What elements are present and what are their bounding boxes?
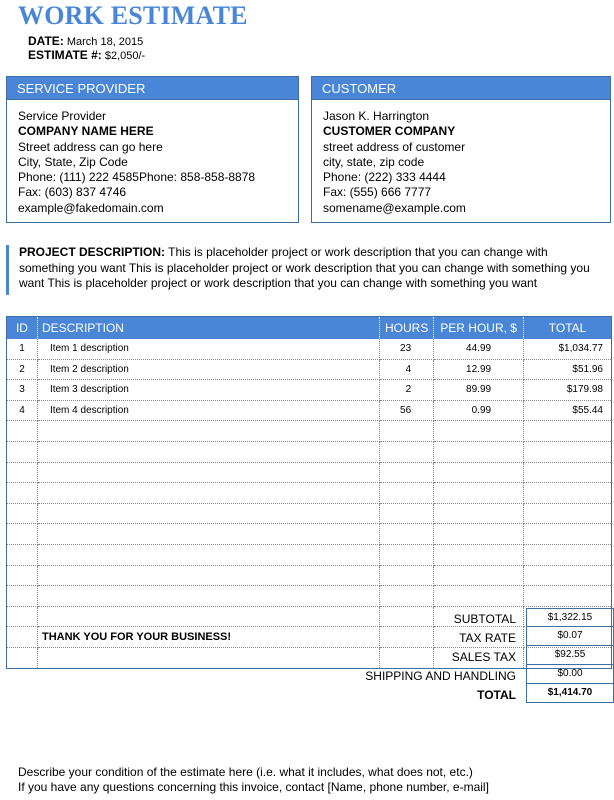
customer-address: street address of customer: [323, 139, 466, 154]
thank-you-message: THANK YOU FOR YOUR BUSINESS!: [42, 631, 232, 643]
total-value: $1,414.70: [526, 684, 614, 703]
table-row: [7, 359, 612, 380]
estimate-number-value: $2,050/-: [104, 50, 146, 62]
cell-hours: 23: [380, 339, 434, 360]
estimate-number-label: ESTIMATE #:: [28, 48, 102, 62]
table-row-empty: [7, 544, 612, 565]
customer-city: city, state, zip code: [323, 154, 425, 169]
customer-name: Jason K. Harrington: [323, 109, 430, 123]
table-header-row: [7, 317, 612, 339]
table-row-empty: [7, 441, 612, 462]
cell-rate: 44.99: [434, 339, 524, 360]
cell-id: 3: [7, 380, 38, 401]
table-row-empty: [7, 483, 612, 504]
subtotal-row: [330, 608, 614, 627]
project-description: [6, 245, 606, 295]
shipping-label: SHIPPING AND HANDLING: [365, 669, 516, 683]
project-description-text: This is placeholder project or work description that you can change with something you want This is placeholder project or work description that you can change with something you want This is placeholder project or work description that you can change with something you want: [19, 245, 590, 290]
cell-description: Item 3 description: [37, 380, 379, 401]
shipping-row: [330, 665, 614, 684]
provider-address: Street address can go here: [18, 139, 163, 154]
cell-description: Item 4 description: [37, 400, 379, 421]
estimate-number-row: [28, 48, 145, 62]
provider-phone: Phone: (111) 222 4585Phone: 858-858-8878: [18, 170, 256, 185]
tax-rate-row: [330, 627, 614, 646]
provider-name: Service Provider: [18, 109, 107, 123]
total-row: [330, 684, 614, 703]
tax-rate-value: $0.07: [526, 627, 614, 646]
cell-total: $1,034.77: [524, 339, 612, 360]
table-row: [7, 380, 612, 401]
table-row-empty: [7, 565, 612, 586]
provider-city: City, State, Zip Code: [18, 154, 128, 169]
table-row-empty: [7, 462, 612, 483]
provider-email: example@fakedomain.com: [18, 200, 164, 215]
sales-tax-value: $92.55: [526, 646, 614, 665]
cell-hours: 4: [380, 359, 434, 380]
cell-hours: 56: [380, 400, 434, 421]
table-row-empty: [7, 421, 612, 442]
cell-total: $55.44: [524, 400, 612, 421]
cell-hours: 2: [380, 380, 434, 401]
date-label: DATE:: [28, 34, 64, 48]
cell-id: 2: [7, 359, 38, 380]
table-row-empty: [7, 524, 612, 545]
date-row: [28, 34, 143, 48]
service-provider-box: [6, 76, 299, 223]
col-header-id: ID: [7, 317, 38, 339]
subtotal-value: $1,322.15: [526, 608, 614, 627]
col-header-hours: HOURS: [380, 317, 434, 339]
cell-rate: 0.99: [434, 400, 524, 421]
estimate-footer: [18, 765, 489, 795]
customer-header: CUSTOMER: [312, 77, 610, 100]
subtotal-label: SUBTOTAL: [453, 612, 516, 626]
cell-rate: 89.99: [434, 380, 524, 401]
footer-contact: If you have any questions concerning this invoice, contact [Name, phone number, e-mail]: [18, 780, 489, 794]
customer-email: somename@example.com: [323, 200, 466, 215]
cell-description: Item 2 description: [37, 359, 379, 380]
customer-fax: Fax: (555) 666 7777: [323, 185, 432, 200]
table-row-empty: [7, 586, 612, 607]
cell-id: 4: [7, 400, 38, 421]
project-description-label: PROJECT DESCRIPTION:: [19, 245, 166, 259]
col-header-description: DESCRIPTION: [37, 317, 379, 339]
total-label: TOTAL: [477, 688, 516, 702]
provider-company: COMPANY NAME HERE: [18, 124, 154, 139]
shipping-value: $0.00: [526, 665, 614, 684]
customer-box: [311, 76, 611, 223]
tax-rate-label: TAX RATE: [459, 631, 516, 645]
provider-fax: Fax: (603) 837 4746: [18, 185, 127, 200]
cell-total: $179.98: [524, 380, 612, 401]
sales-tax-row: [330, 646, 614, 665]
footer-conditions: Describe your condition of the estimate here (i.e. what it includes, what does not, etc.): [18, 765, 473, 779]
col-header-total: TOTAL: [524, 317, 612, 339]
sales-tax-label: SALES TAX: [451, 650, 516, 664]
document-title: WORK ESTIMATE: [18, 1, 248, 30]
service-provider-header: SERVICE PROVIDER: [7, 77, 298, 100]
date-value: March 18, 2015: [66, 36, 144, 48]
cell-description: Item 1 description: [37, 339, 379, 360]
cell-id: 1: [7, 339, 38, 360]
table-row-empty: [7, 503, 612, 524]
col-header-rate: PER HOUR, $: [434, 317, 524, 339]
table-row: [7, 400, 612, 421]
cell-total: $51.96: [524, 359, 612, 380]
customer-phone: Phone: (222) 333 4444: [323, 170, 446, 185]
table-row: [7, 339, 612, 360]
cell-rate: 12.99: [434, 359, 524, 380]
customer-company: CUSTOMER COMPANY: [323, 124, 456, 139]
